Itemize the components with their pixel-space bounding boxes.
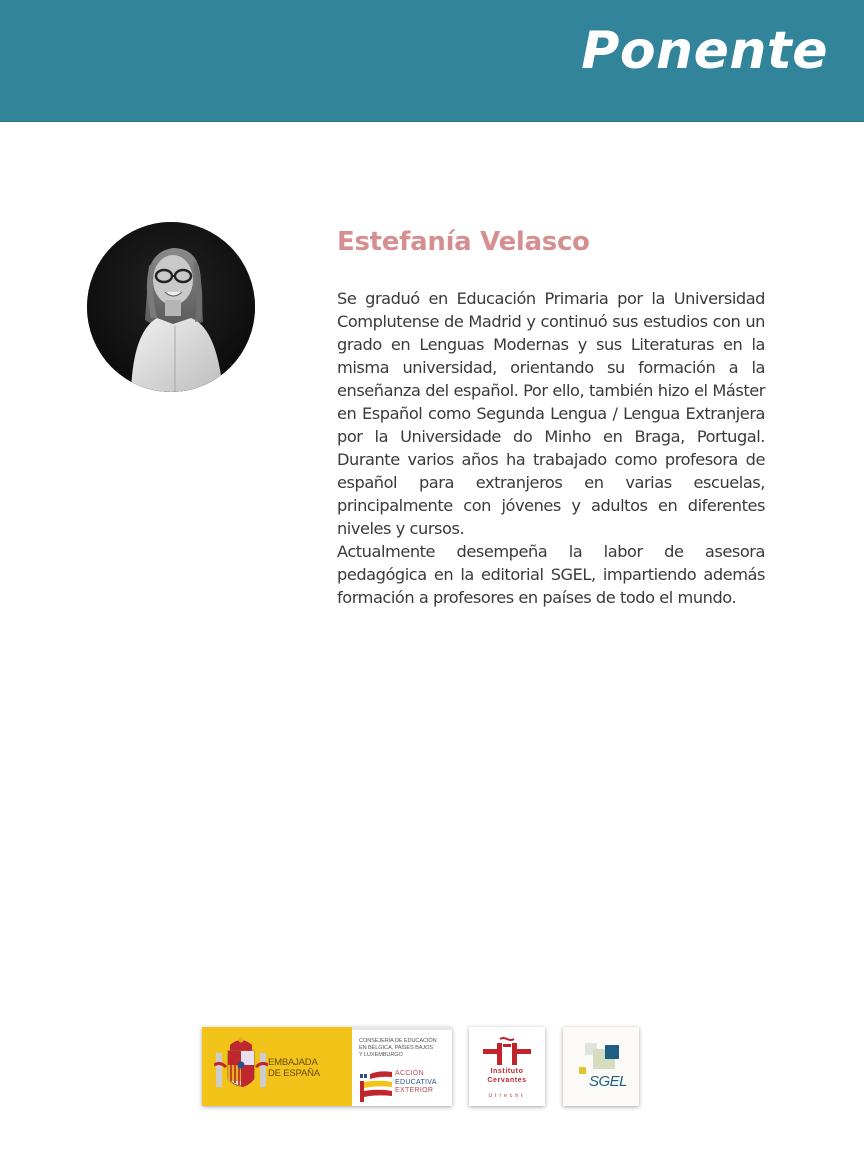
speaker-photo xyxy=(87,222,255,392)
cervantes-city: Utrecht xyxy=(488,1093,526,1099)
consejeria-line3: Y LUXEMBURGO xyxy=(359,1052,403,1058)
speaker-name: Estefanía Velasco xyxy=(337,227,590,257)
cervantes-line2: Cervantes xyxy=(487,1077,527,1084)
sgel-wordmark: SGEL xyxy=(589,1073,628,1090)
header-band xyxy=(0,0,864,122)
cervantes-text xyxy=(469,1067,545,1085)
aee-line3: EXTERIOR xyxy=(395,1087,434,1095)
consejeria-panel xyxy=(352,1027,452,1106)
consejeria-text xyxy=(359,1038,437,1059)
cervantes-line1: Instituto xyxy=(490,1068,524,1075)
embajada-line1: EMBAJADA xyxy=(268,1057,318,1068)
embajada-line2: DE ESPAÑA xyxy=(268,1068,320,1079)
cervantes-icon xyxy=(483,1037,531,1065)
embajada-text xyxy=(268,1057,320,1079)
aee-text xyxy=(395,1070,437,1096)
bio-paragraph: Actualmente desempeña la labor de asesora pedagógica en la editorial SGEL, impartiendo además formación a profesores en países de todo el mundo. xyxy=(337,542,765,607)
portrait-image xyxy=(87,222,255,392)
logo-sgel xyxy=(563,1027,639,1106)
accion-educativa-exterior-icon xyxy=(360,1068,392,1102)
speaker-bio xyxy=(337,287,765,609)
logo-instituto-cervantes xyxy=(469,1027,545,1106)
spain-coat-of-arms-icon xyxy=(214,1035,268,1095)
page-title: Ponente xyxy=(581,21,828,81)
bio-paragraph: Se graduó en Educación Primaria por la Universidad Complutense de Madrid y continuó sus estudios con un grado en Lenguas Modernas y sus Literaturas en la misma universidad, orientando su formación a la enseñanza del español. Por ello, también hizo el Máster en Español como Segunda Lengua / Lengua Extranjera por la Universidade do Minho en Braga, Portugal. Durante varios años ha trabajado como profesora de español para extranjeros en varias escuelas, principalmente con jóvenes y adultos en diferentes niveles y cursos. xyxy=(337,289,765,538)
embajada-panel xyxy=(202,1027,352,1106)
consejeria-line1: CONSEJERÍA DE EDUCACIÓN xyxy=(359,1038,437,1044)
logo-embajada-espana xyxy=(202,1027,452,1106)
aee-line2: EDUCATIVA xyxy=(395,1078,437,1086)
consejeria-line2: EN BÉLGICA, PAÍSES BAJOS xyxy=(359,1045,433,1051)
aee-line1: ACCIÓN xyxy=(395,1070,425,1077)
